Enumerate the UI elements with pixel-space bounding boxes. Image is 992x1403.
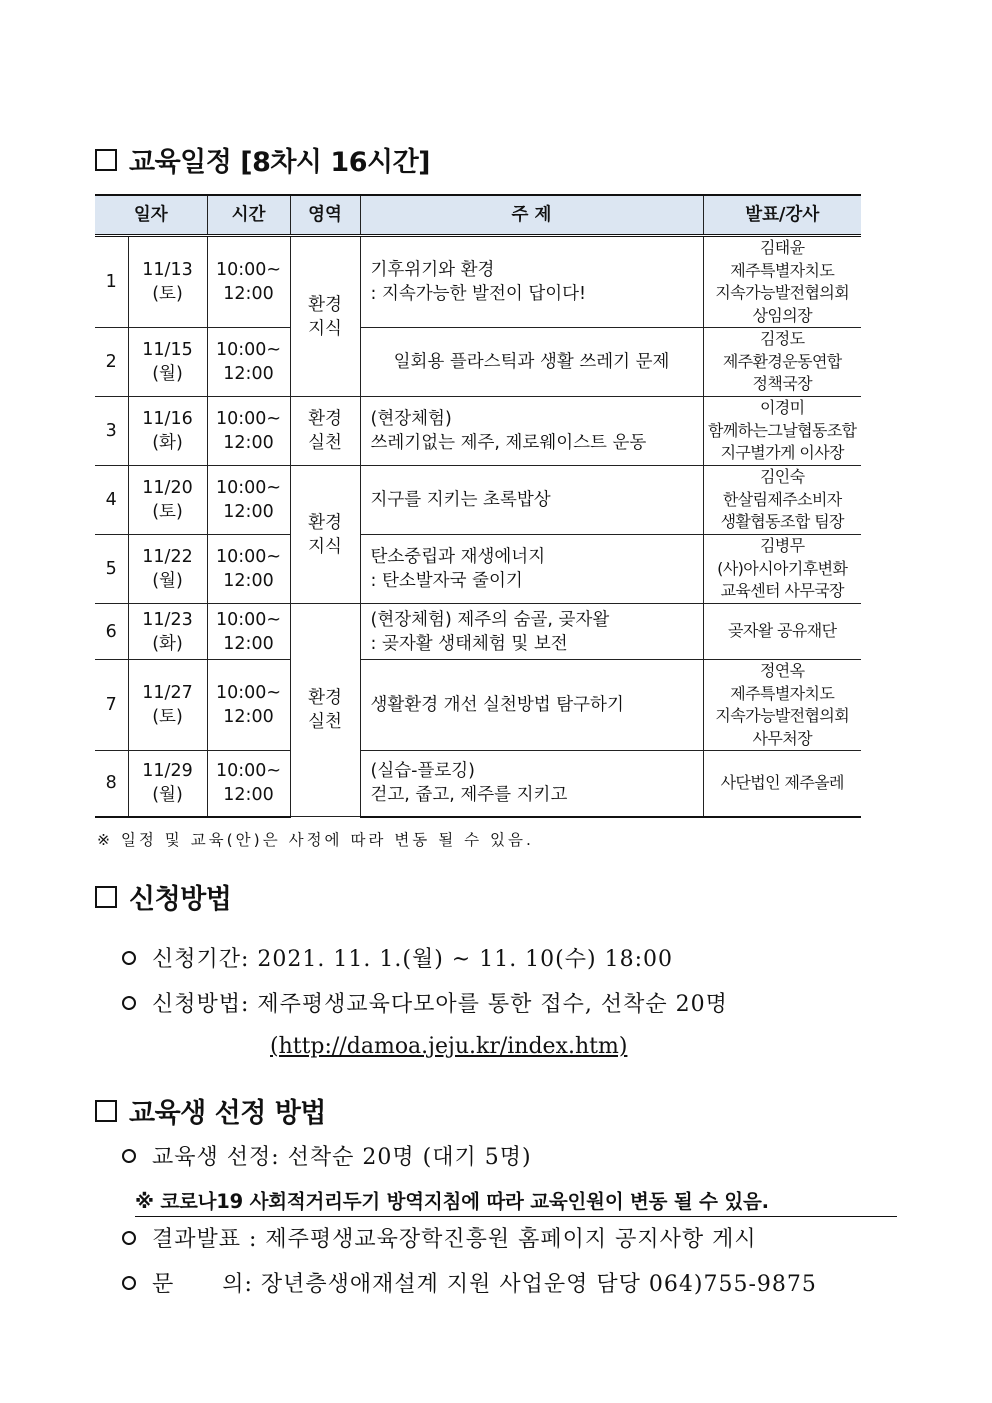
row-speaker: 김정도 제주환경운동연합 정책국장 [703, 328, 861, 397]
schedule-title-text: 교육일정 [8차시 16시간] [129, 147, 430, 178]
row-time: 10:00~ 12:00 [207, 751, 290, 817]
row-number: 6 [95, 604, 128, 660]
row-area: 환경 실천 [290, 604, 360, 817]
row-topic: (실습-플로깅) 걷고, 줍고, 제주를 지키고 [360, 751, 703, 817]
table-row [95, 397, 861, 466]
inquiry-line [122, 1267, 817, 1298]
selection-text: 교육생 선정: 선착순 20명 (대기 5명) [152, 1145, 532, 1170]
row-date: 11/22 (월) [128, 535, 207, 604]
checkbox-square-icon [95, 1100, 117, 1122]
row-time: 10:00~ 12:00 [207, 397, 290, 466]
covid-warning: ※ 코로나19 사회적거리두기 방역지침에 따라 교육인원이 변동 될 수 있음. [135, 1186, 897, 1217]
row-time: 10:00~ 12:00 [207, 328, 290, 397]
row-speaker: 사단법인 제주올레 [703, 751, 861, 817]
table-row [95, 328, 861, 397]
header-speaker: 발표/강사 [703, 195, 861, 236]
row-date: 11/15 (월) [128, 328, 207, 397]
apply-title-text: 신청방법 [129, 884, 232, 915]
table-row [95, 236, 861, 328]
row-time: 10:00~ 12:00 [207, 660, 290, 751]
table-row [95, 466, 861, 535]
apply-method-line [122, 987, 728, 1018]
row-date: 11/23 (화) [128, 604, 207, 660]
table-row [95, 604, 861, 660]
checkbox-square-icon [95, 149, 117, 171]
apply-url-line [270, 1034, 627, 1059]
selection-section-title [95, 1091, 326, 1130]
row-speaker: 김인숙 한살림제주소비자 생활협동조합 팀장 [703, 466, 861, 535]
row-topic: 기후위기와 환경 : 지속가능한 발전이 답이다! [360, 236, 703, 328]
table-row [95, 751, 861, 817]
circle-bullet-icon [122, 996, 136, 1010]
row-number: 8 [95, 751, 128, 817]
header-date: 일자 [95, 195, 207, 236]
row-number: 7 [95, 660, 128, 751]
row-number: 3 [95, 397, 128, 466]
row-number: 1 [95, 236, 128, 328]
selection-line [122, 1140, 532, 1171]
row-speaker: 이경미 함께하는그날협동조합 지구별가게 이사장 [703, 397, 861, 466]
row-date: 11/16 (화) [128, 397, 207, 466]
selection-title-text: 교육생 선정 방법 [129, 1098, 326, 1129]
row-number: 4 [95, 466, 128, 535]
row-time: 10:00~ 12:00 [207, 604, 290, 660]
row-area: 환경 실천 [290, 397, 360, 466]
row-speaker: 김태윤 제주특별자치도 지속가능발전협의회 상임의장 [703, 236, 861, 328]
row-topic: 탄소중립과 재생에너지 : 탄소발자국 줄이기 [360, 535, 703, 604]
table-row [95, 535, 861, 604]
row-topic: (현장체험) 쓰레기없는 제주, 제로웨이스트 운동 [360, 397, 703, 466]
row-speaker: 곶자왈 공유재단 [703, 604, 861, 660]
circle-bullet-icon [122, 1276, 136, 1290]
result-line [122, 1222, 757, 1253]
row-date: 11/27 (토) [128, 660, 207, 751]
damoa-url-link[interactable]: (http://damoa.jeju.kr/index.htm) [270, 1034, 628, 1059]
row-number: 2 [95, 328, 128, 397]
table-row [95, 660, 861, 751]
row-topic: 일회용 플라스틱과 생활 쓰레기 문제 [360, 328, 703, 397]
header-topic: 주 제 [360, 195, 703, 236]
schedule-note: ※ 일정 및 교육(안)은 사정에 따라 변동 될 수 있음. [97, 831, 534, 849]
row-speaker: 정연옥 제주특별자치도 지속가능발전협의회 사무처장 [703, 660, 861, 751]
result-text: 결과발표 : 제주평생교육장학진흥원 홈페이지 공지사항 게시 [152, 1227, 757, 1252]
row-topic: 생활환경 개선 실천방법 탐구하기 [360, 660, 703, 751]
apply-period-line [122, 942, 673, 973]
inquiry-text: 문 의: 장년층생애재설계 지원 사업운영 담당 064)755-9875 [152, 1272, 817, 1297]
row-number: 5 [95, 535, 128, 604]
row-time: 10:00~ 12:00 [207, 466, 290, 535]
circle-bullet-icon [122, 951, 136, 965]
apply-period-text: 신청기간: 2021. 11. 1.(월) ~ 11. 10(수) 18:00 [152, 947, 673, 972]
row-date: 11/20 (토) [128, 466, 207, 535]
schedule-table [95, 194, 861, 818]
apply-method-text: 신청방법: 제주평생교육다모아를 통한 접수, 선착순 20명 [152, 992, 728, 1017]
table-header-row [95, 195, 861, 236]
header-time: 시간 [207, 195, 290, 236]
apply-section-title [95, 877, 231, 916]
row-time: 10:00~ 12:00 [207, 236, 290, 328]
row-speaker: 김병무 (사)아시아기후변화 교육센터 사무국장 [703, 535, 861, 604]
row-topic: 지구를 지키는 초록밥상 [360, 466, 703, 535]
schedule-section-title [95, 140, 430, 179]
row-area: 환경 지식 [290, 236, 360, 397]
row-date: 11/29 (월) [128, 751, 207, 817]
checkbox-square-icon [95, 886, 117, 908]
row-topic: (현장체험) 제주의 숨골, 곶자왈 : 곶자활 생태체험 및 보전 [360, 604, 703, 660]
row-date: 11/13 (토) [128, 236, 207, 328]
circle-bullet-icon [122, 1149, 136, 1163]
circle-bullet-icon [122, 1231, 136, 1245]
header-area: 영역 [290, 195, 360, 236]
row-time: 10:00~ 12:00 [207, 535, 290, 604]
row-area: 환경 지식 [290, 466, 360, 604]
